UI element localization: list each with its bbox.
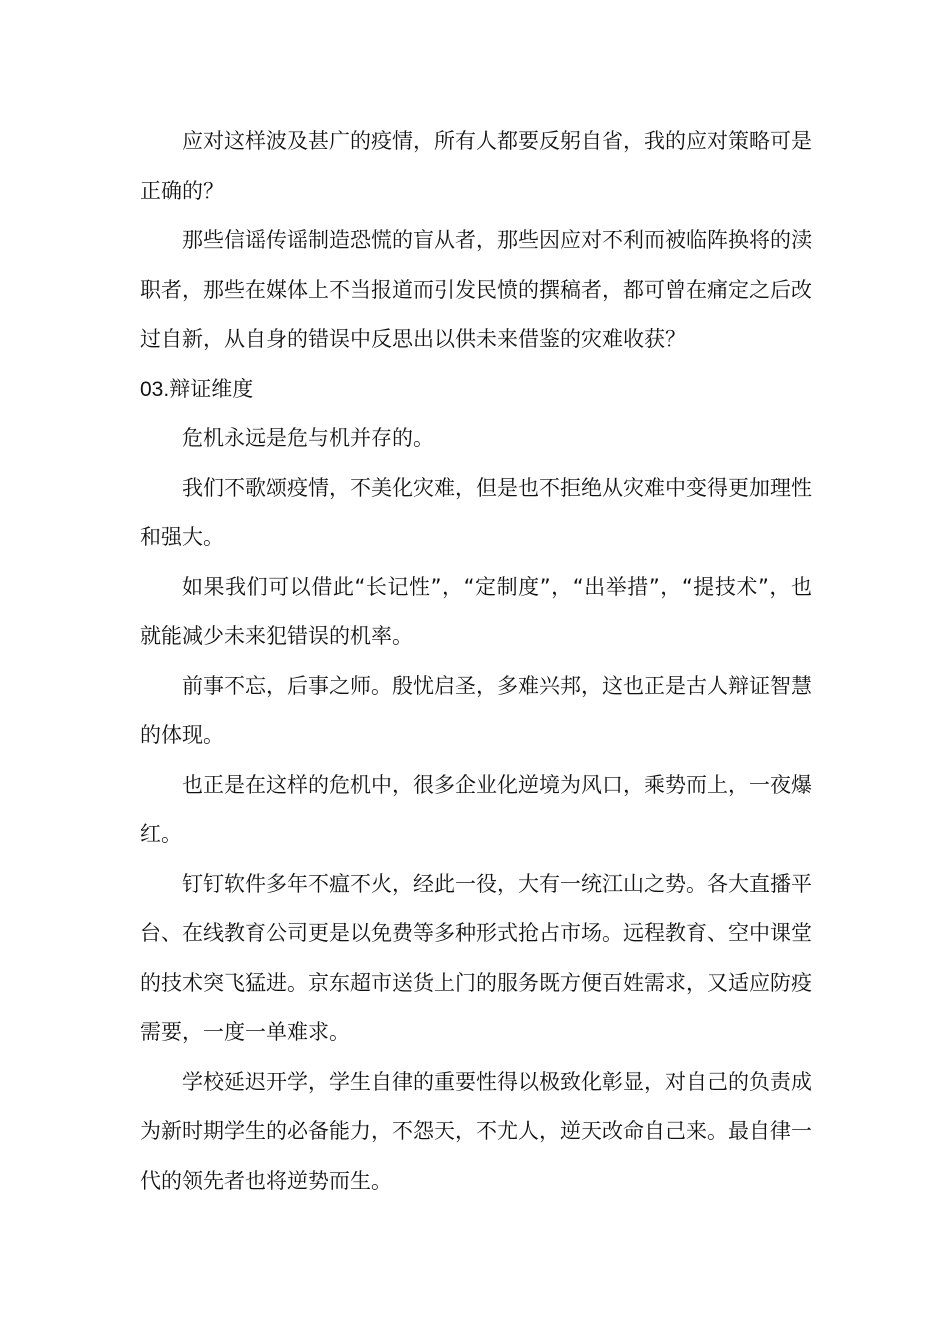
paragraph: 也正是在这样的危机中，很多企业化逆境为风口，乘势而上，一夜爆红。	[140, 772, 812, 846]
paragraph: 学校延迟开学，学生自律的重要性得以极致化彰显，对自己的负责成为新时期学生的必备能力，不怨天，不尤人，逆天改命自己来。最自律一代的领先者也将逆势而生。	[140, 1069, 812, 1193]
paragraph: 如果我们可以借此“长记性”，“定制度”，“出举措”，“提技术”，也就能减少未来犯错误的机率。	[140, 574, 812, 648]
paragraph: 钉钉软件多年不瘟不火，经此一役，大有一统江山之势。各大直播平台、在线教育公司更是以免费等多种形式抢占市场。远程教育、空中课堂的技术突飞猛进。京东超市送货上门的服务既方便百姓需求，又适应防疫需要，一度一单难求。	[140, 871, 812, 1044]
document-page	[140, 117, 812, 1206]
paragraph: 应对这样波及甚广的疫情，所有人都要反躬自省，我的应对策略可是正确的？	[140, 129, 812, 203]
section-heading: 03.辩证维度	[140, 377, 254, 401]
paragraph: 前事不忘，后事之师。殷忧启圣，多难兴邦，这也正是古人辩证智慧的体现。	[140, 673, 812, 747]
paragraph: 危机永远是危与机并存的。	[182, 426, 434, 450]
paragraph: 我们不歌颂疫情，不美化灾难，但是也不拒绝从灾难中变得更加理性和强大。	[140, 475, 812, 549]
paragraph: 那些信谣传谣制造恐慌的盲从者，那些因应对不利而被临阵换将的渎职者，那些在媒体上不当报道而引发民愤的撰稿者，都可曾在痛定之后改过自新，从自身的错误中反思出以供未来借鉴的灾难收获？	[140, 228, 812, 351]
